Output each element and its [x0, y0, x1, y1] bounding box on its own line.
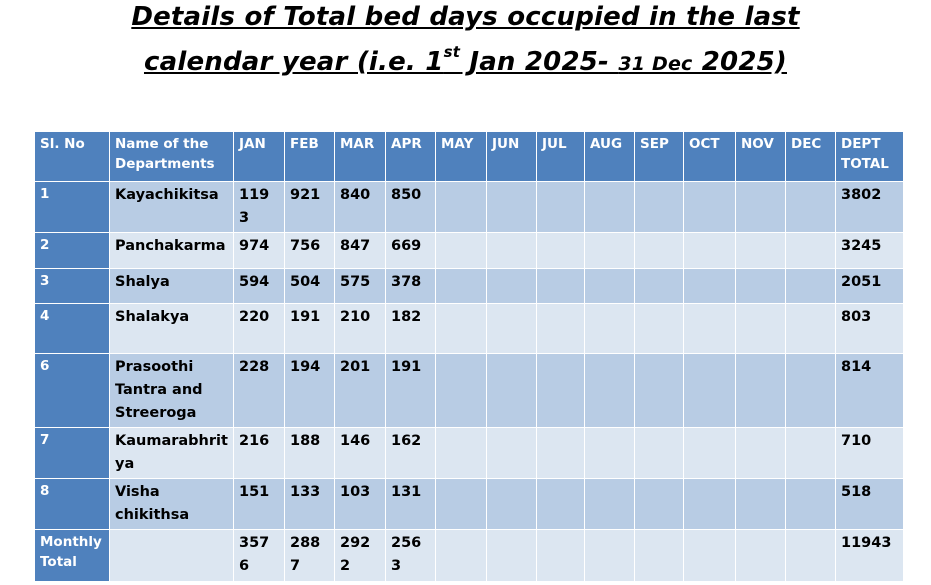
month-value-cell: 594: [234, 269, 285, 304]
bed-days-table: [34, 131, 904, 582]
monthly-total-cell: [487, 530, 537, 582]
dept-total-cell: 518: [836, 479, 904, 530]
month-value-cell: [436, 428, 487, 479]
month-value-cell: [635, 428, 684, 479]
dept-total-cell: 803: [836, 304, 904, 354]
month-value-cell: 188: [285, 428, 335, 479]
month-value-cell: [635, 233, 684, 269]
month-value-cell: [684, 269, 736, 304]
month-value-cell: [585, 479, 635, 530]
monthly-total-label: Monthly Total: [35, 530, 110, 582]
dept-total-cell: 3802: [836, 182, 904, 233]
title-small-text: 31 Dec: [618, 53, 693, 75]
month-value-cell: [487, 233, 537, 269]
month-value-cell: [684, 182, 736, 233]
month-value-cell: 191: [285, 304, 335, 354]
month-value-cell: [635, 304, 684, 354]
month-value-cell: [684, 354, 736, 428]
dept-total-cell: 2051: [836, 269, 904, 304]
month-value-cell: [736, 269, 786, 304]
table-row: [35, 269, 904, 304]
month-value-cell: [585, 304, 635, 354]
month-value-cell: [585, 354, 635, 428]
month-value-cell: [585, 428, 635, 479]
month-value-cell: [635, 479, 684, 530]
monthly-total-cell: [684, 530, 736, 582]
month-value-cell: [487, 479, 537, 530]
monthly-total-cell: 2563: [386, 530, 436, 582]
table-header-row: [35, 132, 904, 182]
department-name-cell: Kaumarabhritya: [110, 428, 234, 479]
page-title-line-1: Details of Total bed days occupied in the last: [131, 2, 800, 32]
monthly-total-cell: 2922: [335, 530, 386, 582]
month-value-cell: [537, 428, 585, 479]
month-value-cell: 131: [386, 479, 436, 530]
month-value-cell: [786, 269, 836, 304]
serial-number-cell: 6: [35, 354, 110, 428]
title-superscript: st: [443, 43, 461, 61]
table-row: [35, 233, 904, 269]
month-value-cell: 103: [335, 479, 386, 530]
monthly-total-cell: 3576: [234, 530, 285, 582]
monthly-total-row: [35, 530, 904, 582]
header-cell: JAN: [234, 132, 285, 182]
month-value-cell: 146: [335, 428, 386, 479]
header-cell: DEPT TOTAL: [836, 132, 904, 182]
department-name-cell: Shalya: [110, 269, 234, 304]
header-cell: FEB: [285, 132, 335, 182]
month-value-cell: [537, 304, 585, 354]
serial-number-cell: 4: [35, 304, 110, 354]
monthly-total-cell: 2887: [285, 530, 335, 582]
monthly-total-cell: [537, 530, 585, 582]
page-title-line-2: [0, 43, 931, 77]
month-value-cell: [736, 233, 786, 269]
table-row: [35, 428, 904, 479]
month-value-cell: 756: [285, 233, 335, 269]
month-value-cell: [537, 233, 585, 269]
monthly-total-cell: [635, 530, 684, 582]
department-name-cell: Visha chikithsa: [110, 479, 234, 530]
month-value-cell: [487, 428, 537, 479]
month-value-cell: [436, 269, 487, 304]
month-value-cell: [786, 479, 836, 530]
title-text: 2025): [692, 47, 787, 77]
month-value-cell: [585, 269, 635, 304]
month-value-cell: 194: [285, 354, 335, 428]
header-cell: OCT: [684, 132, 736, 182]
month-value-cell: 378: [386, 269, 436, 304]
month-value-cell: [786, 354, 836, 428]
department-name-cell: [110, 530, 234, 582]
header-cell: NOV: [736, 132, 786, 182]
serial-number-cell: 1: [35, 182, 110, 233]
month-value-cell: [635, 182, 684, 233]
month-value-cell: 216: [234, 428, 285, 479]
month-value-cell: [736, 304, 786, 354]
department-name-cell: Panchakarma: [110, 233, 234, 269]
month-value-cell: [786, 304, 836, 354]
dept-total-cell: 710: [836, 428, 904, 479]
header-cell: JUN: [487, 132, 537, 182]
month-value-cell: [436, 354, 487, 428]
month-value-cell: [684, 428, 736, 479]
month-value-cell: [487, 354, 537, 428]
serial-number-cell: 2: [35, 233, 110, 269]
month-value-cell: 210: [335, 304, 386, 354]
header-cell: MAY: [436, 132, 487, 182]
month-value-cell: 191: [386, 354, 436, 428]
monthly-total-cell: [736, 530, 786, 582]
month-value-cell: [436, 304, 487, 354]
monthly-total-cell: [436, 530, 487, 582]
month-value-cell: 182: [386, 304, 436, 354]
month-value-cell: [786, 428, 836, 479]
month-value-cell: 575: [335, 269, 386, 304]
header-cell: AUG: [585, 132, 635, 182]
month-value-cell: [585, 182, 635, 233]
month-value-cell: [786, 233, 836, 269]
month-value-cell: 847: [335, 233, 386, 269]
month-value-cell: [585, 233, 635, 269]
month-value-cell: [736, 428, 786, 479]
month-value-cell: [736, 479, 786, 530]
department-name-cell: Prasoothi Tantra and Streeroga: [110, 354, 234, 428]
month-value-cell: 228: [234, 354, 285, 428]
month-value-cell: [736, 354, 786, 428]
month-value-cell: [487, 182, 537, 233]
month-value-cell: 133: [285, 479, 335, 530]
month-value-cell: [436, 233, 487, 269]
dept-total-cell: 3245: [836, 233, 904, 269]
serial-number-cell: 8: [35, 479, 110, 530]
monthly-total-cell: [786, 530, 836, 582]
department-name-cell: Kayachikitsa: [110, 182, 234, 233]
table-row: [35, 479, 904, 530]
month-value-cell: [537, 269, 585, 304]
month-value-cell: 162: [386, 428, 436, 479]
table-row: [35, 182, 904, 233]
month-value-cell: [684, 233, 736, 269]
serial-number-cell: 3: [35, 269, 110, 304]
header-cell: MAR: [335, 132, 386, 182]
month-value-cell: [487, 304, 537, 354]
header-cell: APR: [386, 132, 436, 182]
month-value-cell: 921: [285, 182, 335, 233]
title-text: calendar year (i.e. 1: [143, 47, 444, 77]
month-value-cell: [436, 479, 487, 530]
month-value-cell: 504: [285, 269, 335, 304]
department-name-cell: Shalakya: [110, 304, 234, 354]
month-value-cell: [684, 479, 736, 530]
month-value-cell: [537, 479, 585, 530]
month-value-cell: 151: [234, 479, 285, 530]
month-value-cell: [635, 354, 684, 428]
header-cell: Name of the Departments: [110, 132, 234, 182]
month-value-cell: [684, 304, 736, 354]
month-value-cell: [487, 269, 537, 304]
dept-total-cell: 814: [836, 354, 904, 428]
header-cell: Sl. No: [35, 132, 110, 182]
table-row: [35, 354, 904, 428]
month-value-cell: 840: [335, 182, 386, 233]
grand-total-cell: 11943: [836, 530, 904, 582]
month-value-cell: [537, 354, 585, 428]
month-value-cell: 669: [386, 233, 436, 269]
table-row: [35, 304, 904, 354]
header-cell: DEC: [786, 132, 836, 182]
month-value-cell: [736, 182, 786, 233]
month-value-cell: 220: [234, 304, 285, 354]
month-value-cell: [635, 269, 684, 304]
serial-number-cell: 7: [35, 428, 110, 479]
month-value-cell: [436, 182, 487, 233]
monthly-total-cell: [585, 530, 635, 582]
header-cell: JUL: [537, 132, 585, 182]
month-value-cell: 850: [386, 182, 436, 233]
month-value-cell: 1193: [234, 182, 285, 233]
title-text: Jan 2025-: [460, 47, 619, 77]
month-value-cell: 201: [335, 354, 386, 428]
month-value-cell: 974: [234, 233, 285, 269]
month-value-cell: [786, 182, 836, 233]
month-value-cell: [537, 182, 585, 233]
header-cell: SEP: [635, 132, 684, 182]
